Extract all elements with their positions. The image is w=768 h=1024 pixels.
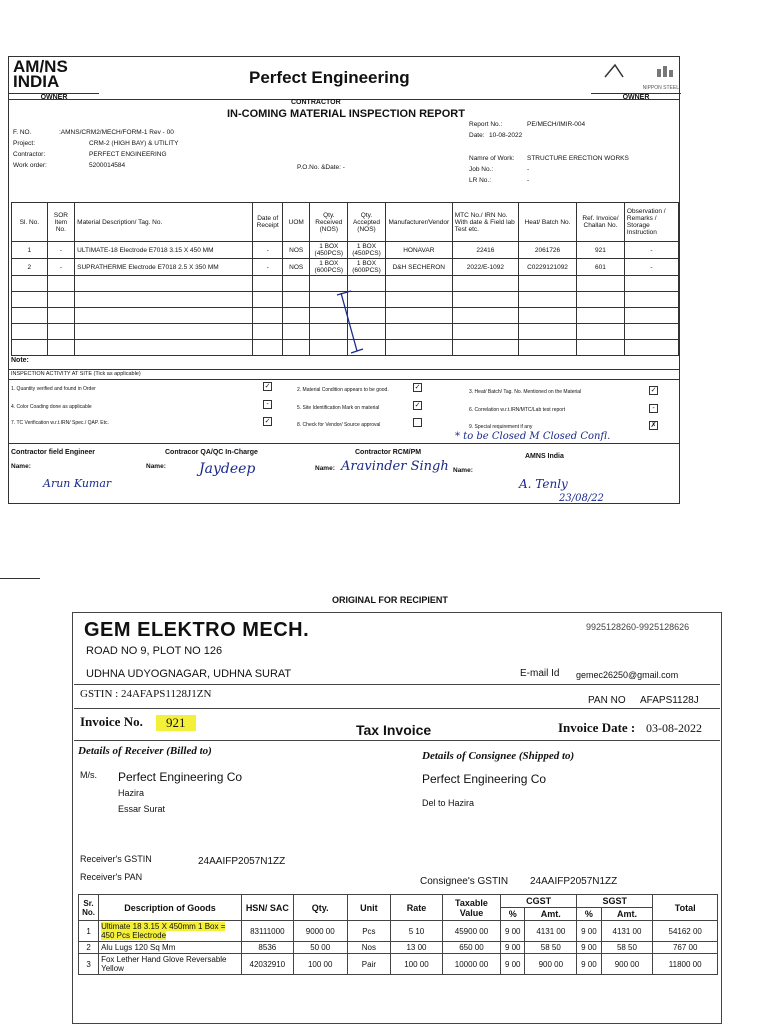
checkbox-1[interactable]: ✓ — [264, 383, 271, 390]
col-sr-no: Sr. No. — [79, 895, 99, 921]
col-cgst-amt: Amt. — [525, 908, 577, 921]
tax-invoice-title: Tax Invoice — [356, 722, 432, 738]
col-sl-no: Sl. No. — [12, 203, 48, 242]
lr-no-value: - — [527, 177, 530, 184]
col-qty-accepted: Qty. Accepted (NOS) — [348, 203, 386, 242]
owner-right-label: OWNER — [591, 93, 681, 101]
name-label: Name: — [315, 465, 335, 472]
signature-qaqc: Jaydeep — [199, 461, 256, 477]
col-total: Total — [653, 895, 718, 921]
col-date-receipt: Date of Receipt — [253, 203, 283, 242]
col-sgst: SGST — [577, 895, 653, 908]
checkbox-5[interactable]: ✓ — [414, 402, 421, 409]
cell: 767 00 — [653, 942, 718, 954]
po-no-label: P.O.No. &Date: - — [297, 164, 345, 171]
inspection-header: INSPECTION ACTIVITY AT SITE (Tick as applicable) — [11, 371, 141, 377]
invoice-company-name: GEM ELEKTRO MECH. — [84, 619, 310, 641]
col-rate: Rate — [391, 895, 443, 921]
name-of-work-value: STRUCTURE ERECTION WORKS — [527, 155, 629, 162]
cell: 58 50 — [525, 942, 577, 954]
receiver-label: Details of Receiver (Billed to) — [78, 745, 212, 757]
form-header — [9, 57, 679, 100]
project-value: CRM-2 (HIGH BAY) & UTILITY — [89, 140, 179, 147]
contractor-field-label: Contractor: — [13, 151, 46, 158]
signature-amns: A. Tenly — [519, 477, 568, 491]
cell — [99, 921, 242, 942]
col-description: Material Description/ Tag. No. — [75, 203, 253, 242]
cell: - — [624, 259, 678, 276]
col-mtc-no: MTC No./ IRN No. With date & Field lab Test etc. — [452, 203, 518, 242]
cell: 650 00 — [442, 942, 500, 954]
col-uom: UOM — [282, 203, 310, 242]
col-sgst-amt: Amt. — [601, 908, 653, 921]
receiver-address-2: Essar Surat — [118, 804, 166, 814]
sign-label-field-engineer: Contractor field Engineer — [11, 449, 96, 456]
check-label: 3. Heat/ Batch/ Tag. No. Mentioned on the Material — [469, 389, 582, 395]
invoice-date: 03-08-2022 — [646, 721, 702, 735]
cell: Pair — [347, 954, 390, 975]
check-label: 2. Material Condition appears to be good. — [297, 387, 389, 393]
cell: Nos — [347, 942, 390, 954]
cell: - — [47, 242, 75, 259]
cell: 3 — [79, 954, 99, 975]
handwritten-z-strike — [335, 289, 365, 359]
owner-left-label: OWNER — [9, 93, 99, 101]
nippon-steel-text: NIPPON STEEL — [642, 85, 679, 91]
original-for-recipient: ORIGINAL FOR RECIPIENT — [332, 595, 448, 605]
cell: 11800 00 — [653, 954, 718, 975]
check-label: 4. Color Coading done as applicable — [11, 404, 92, 410]
check-label: 7. TC Verification w.r.t.IRN/ Spec./ QAP. Etc. — [11, 420, 109, 426]
contractor-field-value: PERFECT ENGINEERING — [89, 151, 167, 158]
consignee-label: Details of Consignee (Shipped to) — [422, 750, 575, 762]
cell: 9 00 — [501, 921, 525, 942]
cell: Pcs — [347, 921, 390, 942]
signature-field-engineer: Arun Kumar — [43, 477, 112, 490]
cell: 9 00 — [501, 942, 525, 954]
receiver-pan-label: Receiver's PAN — [80, 872, 143, 882]
cell: 100 00 — [391, 954, 443, 975]
amns-logo: AM/NS INDIA — [13, 57, 68, 91]
consignee-gstin: 24AAIFP2057N1ZZ — [530, 876, 618, 887]
name-label: Name: — [11, 463, 31, 470]
col-observation: Observation / Remarks / Storage Instruction — [624, 203, 678, 242]
cell: 83111000 — [241, 921, 293, 942]
cell: 22416 — [452, 242, 518, 259]
cell: Fox Lether Hand Glove Reversable Yellow — [99, 954, 242, 975]
cell: 900 00 — [525, 954, 577, 975]
checkbox-2[interactable]: ✓ — [414, 384, 421, 391]
consignee-name: Perfect Engineering Co — [422, 772, 547, 786]
cell: 1 — [12, 242, 48, 259]
col-taxable-value: Taxable Value — [442, 895, 500, 921]
fno-value: :AMNS/CRM2/MECH/FORM-1 Rev - 00 — [59, 129, 174, 136]
ms-label: M/s. — [80, 770, 97, 780]
name-label: Name: — [453, 467, 473, 474]
col-unit: Unit — [347, 895, 390, 921]
report-no-label: Report No.: — [469, 121, 503, 128]
col-cgst: CGST — [501, 895, 577, 908]
signature-rcm-pm: Aravinder Singh — [341, 459, 449, 474]
date-label: Date: — [469, 132, 485, 139]
cell: Alu Lugs 120 Sq Mm — [99, 942, 242, 954]
col-hsn: HSN/ SAC — [241, 895, 293, 921]
check-label: 5. Site Identification Mark on material — [297, 405, 380, 411]
cell: 4131 00 — [601, 921, 653, 942]
cell: 4131 00 — [525, 921, 577, 942]
invoice-date-label: Invoice Date : — [558, 720, 636, 735]
cell: 2061726 — [518, 242, 576, 259]
invoice-address-2: UDHNA UDYOGNAGAR, UDHNA SURAT — [86, 668, 292, 680]
cell: C0229121092 — [518, 259, 576, 276]
highlighted-description: Ultimate 18 3.15 X 450mm 1 Box = 450 Pcs Electrode — [101, 922, 226, 940]
fno-label: F. NO. — [13, 129, 32, 136]
contractor-label: CONTRACTOR — [291, 99, 341, 106]
lr-no-label: LR No.: — [469, 177, 492, 184]
checkbox-3[interactable]: ✓ — [650, 387, 657, 394]
col-qty: Qty. — [293, 895, 347, 921]
checkbox-8[interactable] — [413, 418, 422, 427]
consignee-gstin-label: Consignee's GSTIN — [420, 876, 509, 887]
checkbox-7[interactable]: ✓ — [264, 418, 271, 425]
cell: 9 00 — [577, 954, 601, 975]
signature-date: 23/08/22 — [559, 493, 604, 504]
invoice-email: gemec26250@gmail.com — [576, 670, 679, 680]
receiver-gstin-label: Receiver's GSTIN — [80, 854, 152, 864]
check-label: 1. Quantity verified and found in Order — [11, 386, 96, 392]
cell: NOS — [282, 259, 310, 276]
cell: 9 00 — [501, 954, 525, 975]
checkbox-6[interactable]: - — [649, 404, 658, 413]
cell: 54162 00 — [653, 921, 718, 942]
cell: 1 BOX (450PCS) — [348, 242, 386, 259]
nippon-steel-logo — [599, 61, 679, 91]
contractor-company-name: Perfect Engineering — [249, 68, 410, 87]
invoice-items-table — [78, 894, 718, 975]
cell: 2 — [12, 259, 48, 276]
check-label: 8. Check for Vendor/ Source approval — [297, 422, 381, 428]
invoice-gstin: GSTIN : 24AFAPS1128J1ZN — [80, 688, 212, 700]
col-manufacturer: Manufacturer/Vendor — [385, 203, 452, 242]
cell: 100 00 — [293, 954, 347, 975]
email-label: E-mail Id — [520, 668, 560, 679]
table-row — [79, 942, 718, 954]
cell: 45900 00 — [442, 921, 500, 942]
table-row — [79, 954, 718, 975]
cell: D&H SECHERON — [385, 259, 452, 276]
cell: 9 00 — [577, 942, 601, 954]
job-no-value: - — [527, 166, 530, 173]
cell: 13 00 — [391, 942, 443, 954]
invoice-no-label: Invoice No. — [80, 714, 143, 729]
name-of-work-label: Namre of Work: — [469, 155, 515, 162]
col-cgst-pct: % — [501, 908, 525, 921]
col-sor-item: SOR Item No. — [47, 203, 75, 242]
invoice-address-1: ROAD NO 9, PLOT NO 126 — [86, 645, 223, 657]
sign-label-qaqc: Contracor QA/QC In-Charge — [165, 449, 258, 456]
cell: 1 BOX (600PCS) — [348, 259, 386, 276]
report-title: IN-COMING MATERIAL INSPECTION REPORT — [227, 108, 465, 120]
invoice-phone: 9925128260-9925128626 — [586, 622, 690, 632]
cell: - — [253, 259, 283, 276]
table-row — [12, 242, 679, 259]
consignee-address: Del to Hazira — [422, 798, 475, 808]
cell: 10000 00 — [442, 954, 500, 975]
checkbox-9[interactable]: ✗ — [650, 422, 657, 429]
cell: 921 — [577, 242, 625, 259]
page-separator — [0, 578, 40, 579]
name-label: Name: — [146, 463, 166, 470]
receiver-name: Perfect Engineering Co — [118, 770, 243, 784]
col-ref-invoice: Ref. Invoice/ Challan No. — [577, 203, 625, 242]
receiver-address-1: Hazira — [118, 788, 145, 798]
cell: 900 00 — [601, 954, 653, 975]
cell: 5 10 — [391, 921, 443, 942]
check-label: 9. Special requirement if any — [469, 424, 533, 430]
table-row — [12, 259, 679, 276]
cell: SUPRATHERME Electrode E7018 2.5 X 350 MM — [75, 259, 253, 276]
report-date: 10-08-2022 — [489, 132, 523, 139]
col-description: Description of Goods — [99, 895, 242, 921]
invoice-pan: AFAPS1128J — [640, 695, 699, 706]
inspection-report-form — [8, 56, 680, 504]
sign-label-rcm-pm: Contractor RCM/PM — [355, 449, 422, 456]
work-order-value: 5200014584 — [89, 162, 126, 169]
receiver-gstin: 24AAIFP2057N1ZZ — [198, 856, 286, 867]
cell: 50 00 — [293, 942, 347, 954]
handwritten-note: * to be Closed M Closed Confl. — [455, 431, 611, 442]
inspection-activity-section — [9, 369, 679, 430]
job-no-label: Job No.: — [469, 166, 494, 173]
project-label: Project: — [13, 140, 36, 147]
cell: 601 — [577, 259, 625, 276]
cell: ULTIMATE-18 Electrode E7018 3.15 X 450 MM — [75, 242, 253, 259]
cell: - — [624, 242, 678, 259]
cell: 1 BOX (600PCS) — [310, 259, 348, 276]
check-label: 6. Correlation w.r.t.IRN/MTC/Lab test report — [469, 407, 566, 413]
cell: 8536 — [241, 942, 293, 954]
report-no: PE/MECH/IMIR-004 — [527, 121, 586, 128]
cell: 1 BOX (450PCS) — [310, 242, 348, 259]
material-table-header — [12, 203, 679, 242]
invoice-table-header — [79, 895, 718, 908]
work-order-label: Work order: — [13, 162, 47, 169]
col-heat-batch: Heat/ Batch No. — [518, 203, 576, 242]
invoice-no: 921 — [156, 715, 196, 731]
sign-label-amns: AMNS India — [525, 453, 564, 460]
cell: 2 — [79, 942, 99, 954]
cell: - — [253, 242, 283, 259]
cell: 58 50 — [601, 942, 653, 954]
table-row — [79, 921, 718, 942]
cell: NOS — [282, 242, 310, 259]
cell: 2022/E-1092 — [452, 259, 518, 276]
cell: 1 — [79, 921, 99, 942]
col-sgst-pct: % — [577, 908, 601, 921]
checkbox-4[interactable]: - — [263, 400, 272, 409]
cell: 42032910 — [241, 954, 293, 975]
col-qty-received: Qty. Received (NOS) — [310, 203, 348, 242]
pan-label: PAN NO — [588, 695, 626, 706]
cell: 9 00 — [577, 921, 601, 942]
cell: - — [47, 259, 75, 276]
cell: HONAVAR — [385, 242, 452, 259]
cell: 9000 00 — [293, 921, 347, 942]
note-label: Note: — [11, 357, 29, 364]
